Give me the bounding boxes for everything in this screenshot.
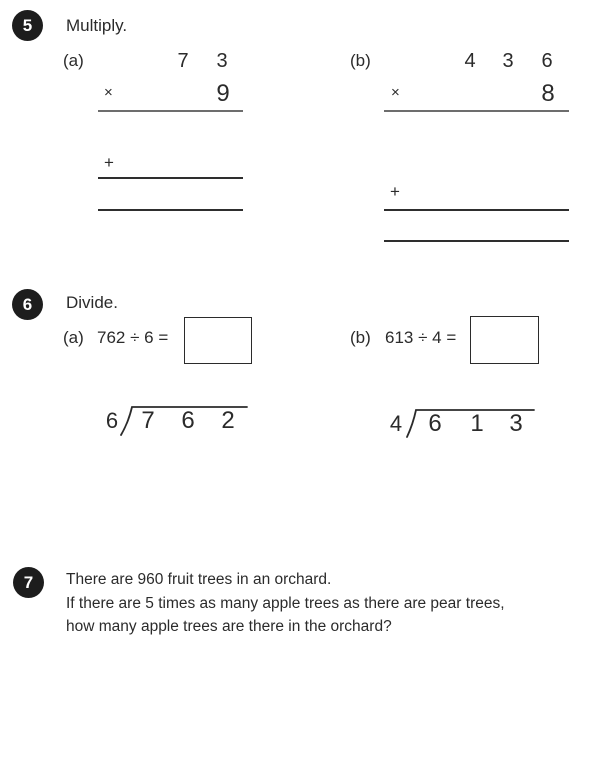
q6b-dividend-digit: 6 (428, 410, 442, 437)
q6a-dividend-digit: 2 (221, 407, 235, 434)
q5b-plus-icon: + (390, 182, 400, 201)
q5b-multiplicand-digit: 6 (541, 50, 553, 72)
q7-text-line: If there are 5 times as many apple trees as there are pear trees, (66, 595, 505, 612)
q5a-working-line (98, 110, 243, 112)
q5a-plus-icon: + (104, 153, 114, 172)
q6a-divisor-digit: 6 (105, 408, 119, 433)
question-5-number: 5 (22, 15, 33, 35)
q5b-label: (b) (350, 51, 371, 70)
q6b-label: (b) (350, 328, 371, 347)
q5a-multiplier-digit: 9 (216, 80, 230, 107)
q5b-times-icon: × (391, 84, 400, 101)
q6b-equation: 613 ÷ 4 = (385, 328, 457, 347)
q6b-divisor-digit: 4 (389, 411, 403, 436)
q5a-times-icon: × (104, 84, 113, 101)
q6a-dividend-digit: 6 (181, 407, 195, 434)
q6a-label: (a) (63, 328, 84, 347)
question-5-instruction: Multiply. (66, 16, 128, 35)
q5b-multiplicand-digit: 3 (502, 50, 514, 72)
q5a-label: (a) (63, 51, 84, 70)
q6b-dividend-digit: 1 (470, 410, 484, 437)
q5b-multiplier-digit: 8 (541, 80, 555, 107)
q5a-multiplicand-digit: 7 (177, 50, 189, 72)
q7-text-line: how many apple trees are there in the orchard? (66, 618, 392, 635)
question-5-badge (12, 10, 43, 41)
q5b-sum-line (384, 209, 569, 211)
q5b-multiplicand-digit: 4 (464, 50, 476, 72)
question-6-badge (12, 289, 43, 320)
question-7-badge (13, 567, 44, 598)
q6a-answer-box (184, 317, 252, 364)
q6a-equation: 762 ÷ 6 = (97, 328, 169, 347)
q5b-working-line (384, 110, 569, 112)
q6a-dividend-digit: 7 (141, 407, 155, 434)
question-7-number: 7 (23, 572, 34, 592)
question-6-number: 6 (22, 294, 33, 314)
q5b-answer-line (384, 240, 569, 242)
q7-text-line: There are 960 fruit trees in an orchard. (66, 571, 332, 588)
q6b-dividend-digit: 3 (509, 410, 523, 437)
q6b-answer-box (470, 316, 539, 364)
question-6-instruction: Divide. (66, 293, 118, 312)
q5a-multiplicand-digit: 3 (216, 50, 228, 72)
q5a-answer-line (98, 209, 243, 211)
q5a-sum-line (98, 177, 243, 179)
